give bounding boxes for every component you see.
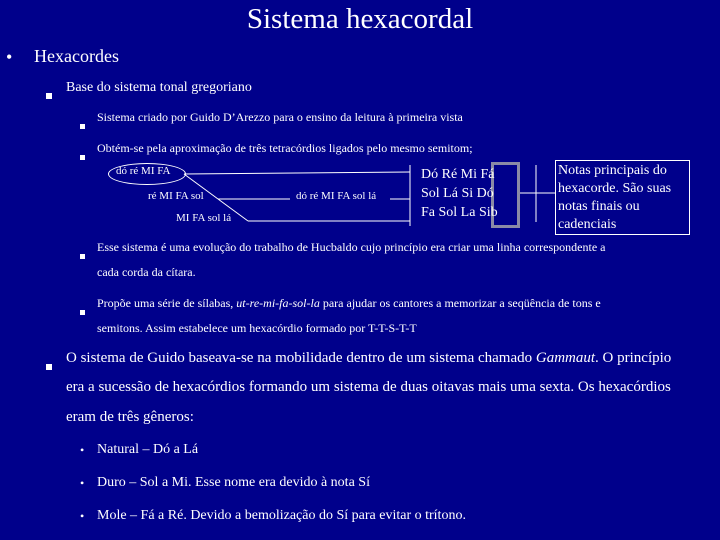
paragraph-line xyxy=(66,350,671,367)
bullet-dot: • xyxy=(80,509,85,523)
text-run: Propõe uma série de sílabas, xyxy=(97,296,237,310)
paragraph-line: era a sucessão de hexacórdios formando um sistema de duas oitavas mais uma sexta. Os hexacórdios xyxy=(66,379,671,395)
bullet-dot: • xyxy=(6,47,13,67)
square-bullet xyxy=(80,302,85,320)
bullet-dot: • xyxy=(80,443,85,457)
text-run: para ajudar os cantores a memorizar a seqüência de tons e xyxy=(319,296,601,310)
diagram-text: dó ré MI FA sol lá xyxy=(296,190,377,202)
point-text: cada corda da cítara. xyxy=(97,265,196,279)
square-bullet xyxy=(80,246,85,264)
text-run: . O princípio xyxy=(595,350,672,366)
point-text: Esse sistema é uma evolução do trabalho de Hucbaldo cujo princípio era criar uma linha correspondente a xyxy=(97,240,606,254)
point-text xyxy=(97,296,601,311)
scale-line: Dó Ré Mi Fá xyxy=(421,167,495,182)
paragraph-line: eram de três gêneros: xyxy=(66,409,194,425)
note-line: Notas principais do xyxy=(558,163,667,178)
scale-line: Fa Sol La Sib xyxy=(421,205,498,220)
genre-item: Natural – Dó a Lá xyxy=(97,442,199,457)
gammaut-italic: Gammaut xyxy=(535,350,596,366)
diagram-text: dó ré MI FA xyxy=(116,165,171,177)
square-bullet xyxy=(46,357,52,375)
diagram-text: ré MI FA sol xyxy=(148,190,204,202)
syllables-italic: ut-re-mi-fa-sol-la xyxy=(236,296,320,310)
point-text: Obtém-se pela aproximação de três tetracórdios ligados pelo mesmo semitom; xyxy=(97,141,473,155)
heading-hexacordes: Hexacordes xyxy=(34,46,119,66)
note-line: hexacorde. São suas xyxy=(558,181,672,196)
note-line: cadenciais xyxy=(558,217,617,232)
page-title: Sistema hexacordal xyxy=(246,3,474,35)
diagram-text: MI FA sol lá xyxy=(176,212,232,224)
text-run: O sistema de Guido baseava-se na mobilidade dentro de um sistema chamado xyxy=(66,350,536,366)
genre-item: Duro – Sol a Mi. Esse nome era devido à nota Sí xyxy=(97,475,370,490)
note-text xyxy=(558,162,671,234)
bullet-dot: • xyxy=(80,476,85,490)
point-text: semitons. Assim estabelece um hexacórdio formado por T-T-S-T-T xyxy=(97,321,417,335)
scale-column-text xyxy=(421,165,498,222)
scale-line: Sol Lá Si Dó xyxy=(421,186,494,201)
sub-heading-base: Base do sistema tonal gregoriano xyxy=(66,80,252,95)
genre-item: Mole – Fá a Ré. Devido a bemolização do Sí para evitar o trítono. xyxy=(97,508,466,523)
point-text: Sistema criado por Guido D’Arezzo para o ensino da leitura à primeira vista xyxy=(97,110,463,124)
note-line: notas finais ou xyxy=(558,199,640,214)
